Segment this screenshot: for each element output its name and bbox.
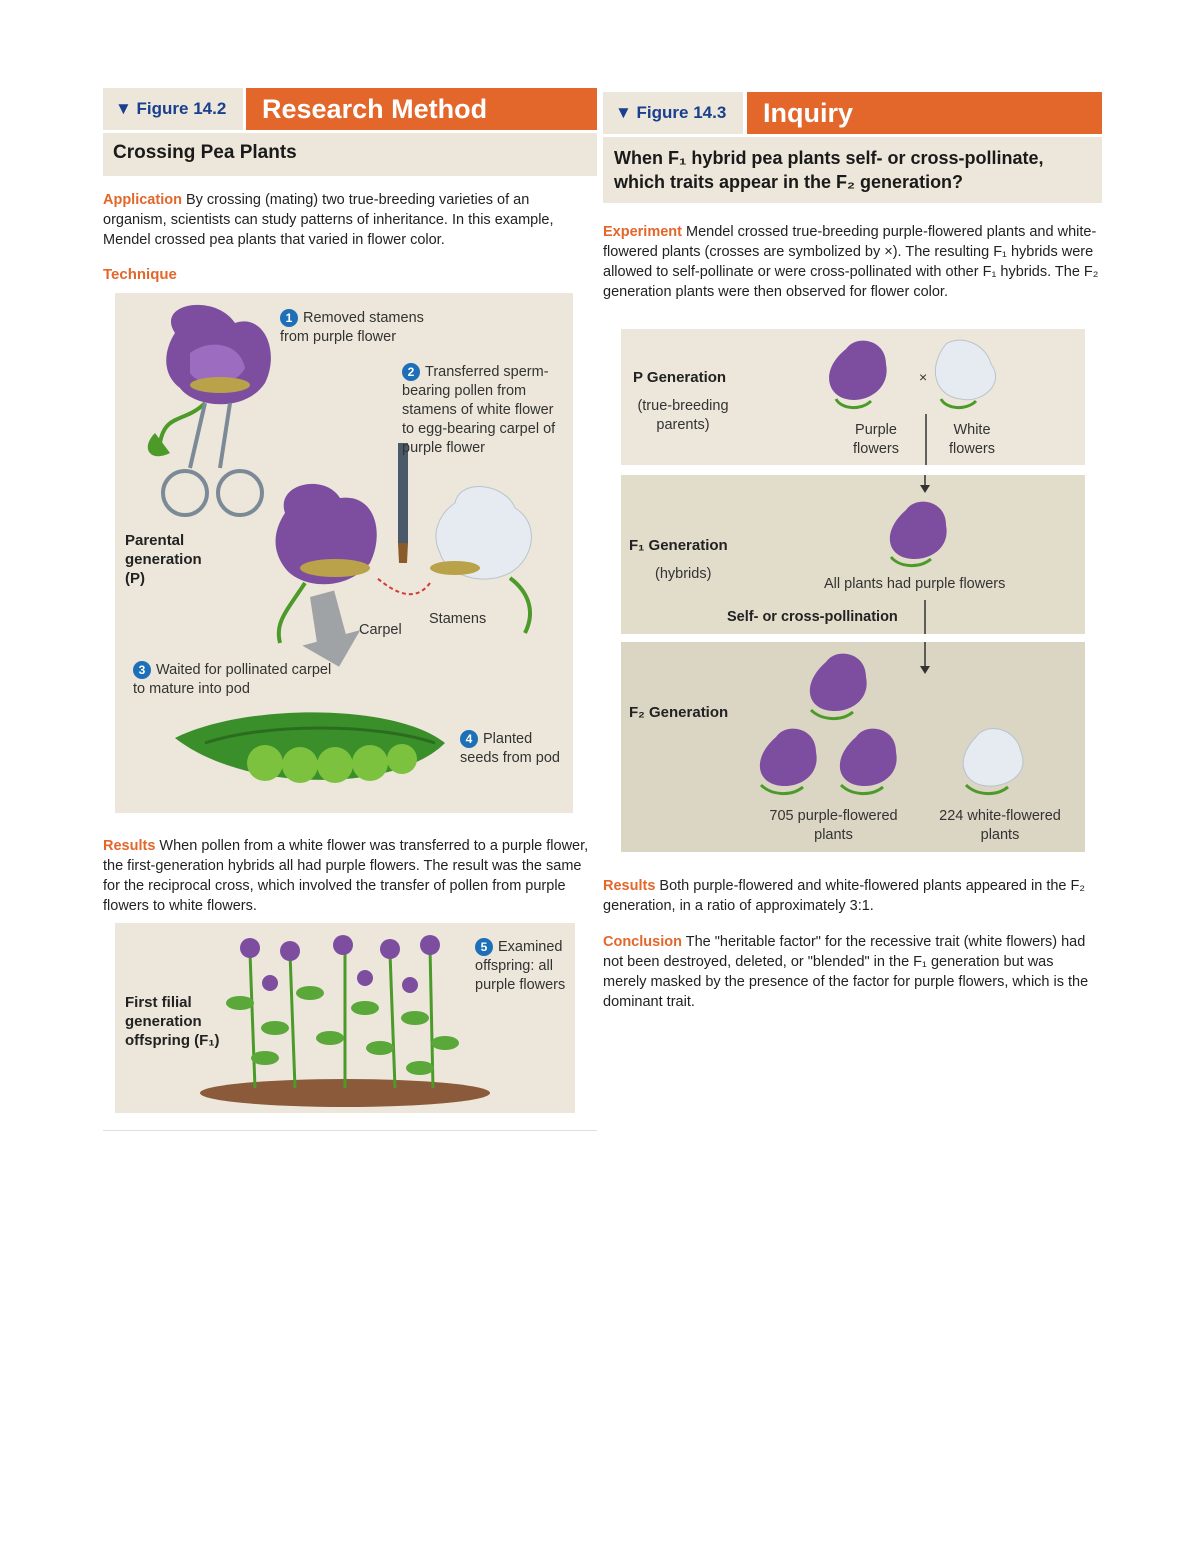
f2-generation-label: F₂ Generation: [629, 704, 729, 721]
step-4-text: Planted seeds from pod: [460, 731, 560, 766]
results-text: When pollen from a white flower was transferred to a purple flower, the first-generation hybrids all had purple flowers. The result was the same for the reciprocal cross, which involved the transfer of pollen from purple flowers to white flowers.: [103, 838, 589, 914]
results-paragraph-2: [603, 876, 1099, 916]
purple-flower-icon: [829, 341, 887, 408]
pea-pod-icon: [175, 712, 445, 783]
results-label: Results: [103, 838, 156, 854]
technique-panel: [115, 293, 573, 813]
parental-generation-label: Parental generation (P): [125, 532, 202, 587]
paintbrush-icon: [398, 443, 408, 563]
figure-title: Crossing Pea Plants: [103, 133, 597, 176]
p-generation-sub: (true-breeding parents): [637, 398, 729, 433]
divider: [103, 1130, 597, 1131]
section-banner: Research Method: [246, 88, 597, 130]
results-text-2: Both purple-flowered and white-flowered plants appeared in the F₂ generation, in a ratio of approximately 3:1.: [603, 878, 1085, 914]
figure-label-2: ▼ Figure 14.3: [603, 92, 743, 134]
f2-generation-panel: [621, 642, 1085, 852]
f1-offspring-label: First filial generation offspring (F₁): [125, 994, 220, 1049]
purple-flower-icon: [890, 502, 947, 566]
carpel-label: Carpel: [359, 622, 402, 638]
step-3-badge: 3: [133, 661, 151, 679]
step-2-text: Transferred sperm-bearing pollen from stamens of white flower to egg-bearing carpel of purple flower: [402, 364, 556, 456]
experiment-text: Mendel crossed true-breeding purple-flowered plants and white-flowered plants (crosses are symbolized by ×). The resulting F₁ hybrids were allowed to self-pollinate or were cross-pollinated with other F₁ hybrids. The F₂ generation plants were then observed for flower color.: [603, 224, 1099, 300]
white-flowers-label: White flowers: [949, 422, 995, 457]
step-1-badge: 1: [280, 309, 298, 327]
step-3-text: Waited for pollinated carpel to mature into pod: [133, 662, 332, 697]
figure-label: ▼ Figure 14.2: [103, 88, 243, 130]
p-generation-panel: [621, 329, 1085, 465]
f1-generation-label: F₁ Generation: [629, 537, 728, 554]
results-paragraph: [103, 836, 595, 916]
white-count-label: 224 white-flowered plants: [939, 808, 1061, 843]
step-5-badge: 5: [475, 938, 493, 956]
purple-flowers-label: Purple flowers: [853, 422, 899, 457]
inquiry-question: When F₁ hybrid pea plants self- or cross-pollinate, which traits appear in the F₂ generation?: [603, 137, 1102, 203]
application-text: By crossing (mating) two true-breeding varieties of an organism, scientists can study patterns of inheritance. In this example, Mendel crossed pea plants that varied in flower color.: [103, 192, 554, 248]
step-4: [460, 730, 570, 768]
experiment-label: Experiment: [603, 224, 682, 240]
conclusion-paragraph: [603, 932, 1099, 1012]
step-2: [402, 363, 562, 458]
application-label: Application: [103, 192, 182, 208]
white-flower-icon: [935, 340, 995, 407]
application-paragraph: [103, 190, 593, 250]
step-3: [133, 661, 333, 699]
conclusion-text: The "heritable factor" for the recessive trait (white flowers) had not been destroyed, deleted, or "blended" in the F₁ generation but was merely masked by the presence of the factor for purple flowers, which is the dominant trait.: [603, 934, 1089, 1010]
results-label-2: Results: [603, 878, 656, 894]
pollen-arrow: [377, 578, 430, 594]
step-2-badge: 2: [402, 363, 420, 381]
experiment-paragraph: [603, 222, 1099, 302]
stamens-label: Stamens: [429, 611, 487, 627]
pollination-label: Self- or cross-pollination: [727, 609, 898, 625]
f1-panel: [115, 923, 575, 1113]
purple-count-label: 705 purple-flowered plants: [769, 808, 898, 843]
step-5-text: Examined offspring: all purple flowers: [475, 939, 566, 993]
f1-generation-panel: [621, 475, 1085, 634]
all-purple-label: All plants had purple flowers: [824, 576, 1006, 592]
section-banner-2: Inquiry: [747, 92, 1102, 134]
step-5: [475, 938, 570, 995]
purple-flower-icon: [148, 305, 271, 456]
cross-symbol: ×: [919, 369, 928, 385]
step-1-text: Removed stamens from purple flower: [280, 310, 424, 345]
p-generation-label: P Generation: [633, 369, 727, 386]
f1-generation-sub: (hybrids): [655, 566, 712, 582]
step-4-badge: 4: [460, 730, 478, 748]
step-1: [280, 309, 440, 347]
technique-label: Technique: [103, 266, 177, 283]
conclusion-label: Conclusion: [603, 934, 682, 950]
